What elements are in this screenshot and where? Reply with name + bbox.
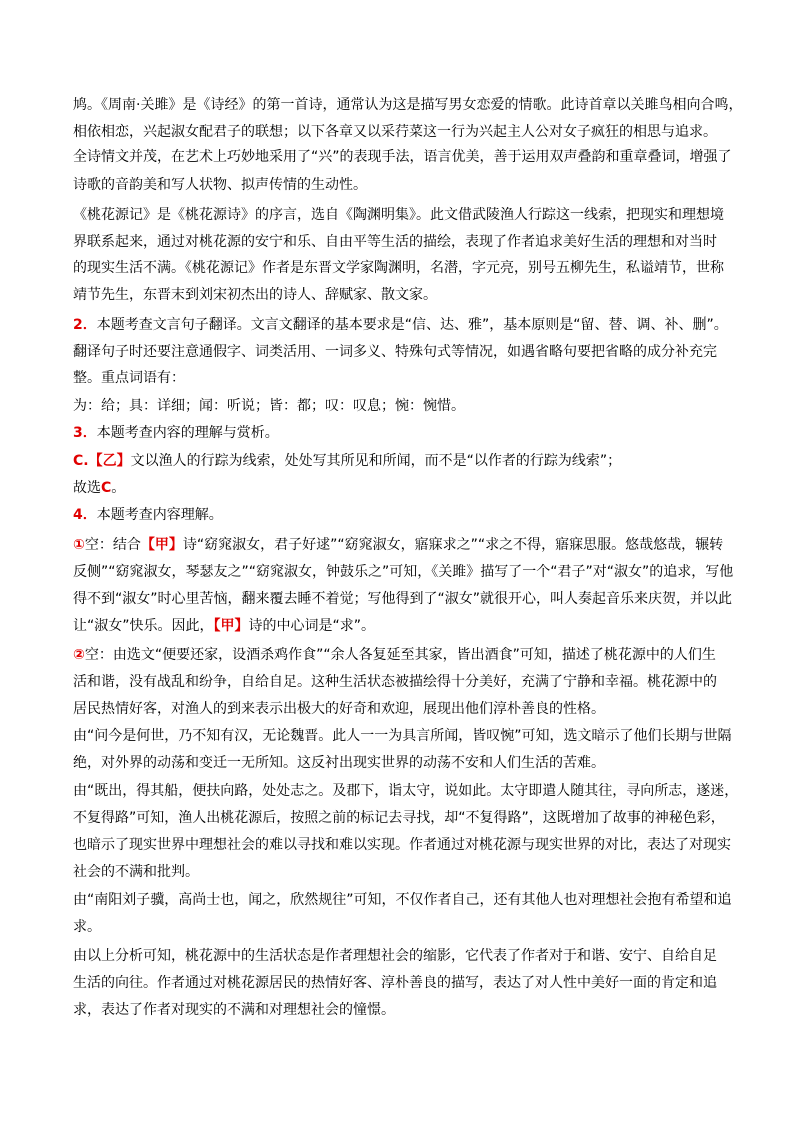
line-text: 鸠。《周南·关雎》是《诗经》的第一首诗，通常认为这是描写男女恋爱的情歌。此诗首章以关雎鸟相向合鸣，	[73, 97, 743, 113]
line-text: 由以上分析可知，桃花源中的生活状态是作者理想社会的缩影，它代表了作者对于和谐、安宁、自给自足	[73, 948, 717, 964]
line-text: 求，表达了作者对现实的不满和对理想社会的憧憬。	[73, 1002, 395, 1018]
item-marker: ②	[73, 647, 85, 663]
line-text: 界联系起来，通过对桃花源的安宁和乐、自由平等生活的描绘，表现了作者追求美好生活的理想和对当时	[73, 234, 717, 250]
line-text: 的现实生活不满。《桃花源记》作者是东晋文学家陶渊明，名潜，字元亮，别号五柳先生，私谥靖节，世称	[73, 260, 724, 276]
text-line	[73, 1000, 753, 1020]
highlight-label: 【甲】	[213, 618, 249, 634]
text-line	[73, 95, 753, 115]
text-line	[73, 396, 753, 416]
text-line	[73, 699, 753, 719]
line-text: 全诗情文并茂，在艺术上巧妙地采用了“兴”的表现手法，语言优美，善于运用双声叠韵和重章叠词，增强了	[73, 149, 732, 165]
text-line	[73, 753, 753, 773]
item-marker: C.【乙】	[73, 453, 131, 469]
line-text: 求。	[73, 919, 101, 935]
text-line	[73, 258, 753, 278]
line-text: 也暗示了现实世界中理想社会的难以寻找和难以实现。作者通过对桃花源与现实世界的对比，表达了对现实	[73, 837, 731, 853]
line-text: 生活的向往。作者通过对桃花源居民的热情好客、淳朴善良的描写，表达了对人性中美好一面的肯定和追	[73, 975, 717, 991]
text-line	[73, 781, 753, 801]
text-line	[73, 645, 753, 665]
line-text: 本题考查文言句子翻译。文言文翻译的基本要求是“信、达、雅”，基本原则是“留、替、调、补、删”。	[96, 317, 728, 333]
text-line	[73, 672, 753, 692]
text-line	[73, 232, 753, 252]
item-marker: 2．	[73, 317, 97, 333]
text-line	[73, 315, 753, 335]
text-line	[73, 505, 753, 525]
line-text: 整。重点词语有：	[73, 370, 185, 386]
item-marker: 3．	[73, 425, 97, 441]
text-line	[73, 423, 753, 443]
line-text: 由“南阳刘子骥，高尚士也，闻之，欣然规往”可知，不仅作者自己，还有其他人也对理想社会抱有希望和追	[73, 892, 732, 908]
line-text: 得不到“淑女”时心里苦恼，翻来覆去睡不着觉；写他得到了“淑女”就很开心，叫人奏起音乐来庆贺，并以此	[73, 591, 733, 607]
line-text: 空：结合	[84, 537, 141, 553]
text-line	[73, 478, 753, 498]
text-line	[73, 451, 753, 471]
text-line	[73, 205, 753, 225]
line-text: 绝，对外界的动荡和变迁一无所知。这反衬出现实世界的动荡不安和人们生活的苦难。	[73, 755, 605, 771]
line-text: 靖节先生，东晋末到刘宋初杰出的诗人、辞赋家、散文家。	[73, 287, 437, 303]
line-text: 故选	[73, 480, 101, 496]
line-text: 让“淑女”快乐。因此，	[73, 618, 214, 634]
line-text: 居民热情好客，对渔人的到来表示出极大的好奇和欢迎，展现出他们淳朴善良的性格。	[73, 701, 605, 717]
text-line	[73, 917, 753, 937]
line-text: 《桃花源记》是《桃花源诗》的序言，选自《陶渊明集》。此文借武陵渔人行踪这一线索，把现实和理想境	[73, 207, 724, 223]
line-text: 本题考查内容理解。	[96, 507, 223, 523]
line-text: 反侧”“窈窕淑女，琴瑟友之”“窈窕淑女，钟鼓乐之”可知，《关雎》描写了一个“君子”对“淑女”的追求，写他	[73, 564, 734, 580]
text-line	[73, 616, 753, 636]
text-line	[73, 285, 753, 305]
highlight-label: 【甲】	[140, 537, 183, 553]
text-line	[73, 342, 753, 362]
line-text: 本题考查内容的理解与赏析。	[96, 425, 279, 441]
text-line	[73, 589, 753, 609]
item-marker: ①	[73, 537, 85, 553]
text-line	[73, 562, 753, 582]
text-line	[73, 862, 753, 882]
line-text: C	[101, 480, 112, 496]
item-marker: 4．	[73, 507, 97, 523]
line-text: 翻译句子时还要注意通假字、词类活用、一词多义、特殊句式等情况，如遇省略句要把省略的成分补充完	[73, 344, 717, 360]
line-text: 社会的不满和批判。	[73, 864, 199, 880]
line-text: 诗的中心词是“求”。	[248, 618, 376, 634]
text-line	[73, 535, 753, 555]
text-line	[73, 890, 753, 910]
line-text: 由“既出，得其船，便扶向路，处处志之。及郡下，诣太守，说如此。太守即遣人随其往，寻向所志，遂迷，	[73, 783, 739, 799]
text-line	[73, 946, 753, 966]
text-line	[73, 368, 753, 388]
line-text: 诗“窈窕淑女，君子好逑”“窈窕淑女，寤寐求之”“求之不得，寤寐思服。悠哉悠哉，辗转	[182, 537, 724, 553]
line-text: 诗歌的音韵美和写人状物、拟声传情的生动性。	[73, 177, 367, 193]
text-line	[73, 973, 753, 993]
line-text: 。	[111, 480, 126, 496]
line-text: 空：由选文“便要还家，设酒杀鸡作食”“余人各复延至其家，皆出酒食”可知，描述了桃花源中的人们生	[84, 647, 716, 663]
text-line	[73, 175, 753, 195]
text-line	[73, 147, 753, 167]
line-text: 由“问今是何世，乃不知有汉，无论魏晋。此人一一为具言所闻，皆叹惋”可知，选文暗示了他们长期与世隔	[73, 728, 732, 744]
text-line	[73, 726, 753, 746]
text-line	[73, 835, 753, 855]
line-text: 不复得路”可知，渔人出桃花源后，按照之前的标记去寻找，却“不复得路”，这既增加了故事的神秘色彩，	[73, 810, 725, 826]
text-line	[73, 808, 753, 828]
text-line	[73, 122, 753, 142]
line-text: 文以渔人的行踪为线索，处处写其所见和所闻，而不是“以作者的行踪为线索”；	[130, 453, 622, 469]
line-text: 相依相恋，兴起淑女配君子的联想；以下各章又以采荇菜这一行为兴起主人公对女子疯狂的相思与追求。	[73, 124, 717, 140]
line-text: 活和谐，没有战乱和纷争，自给自足。这种生活状态被描绘得十分美好，充满了宁静和幸福。桃花源中的	[73, 674, 717, 690]
line-text: 为：给；具：详细；闻：听说；皆：都；叹：叹息；惋：惋惜。	[73, 398, 465, 414]
